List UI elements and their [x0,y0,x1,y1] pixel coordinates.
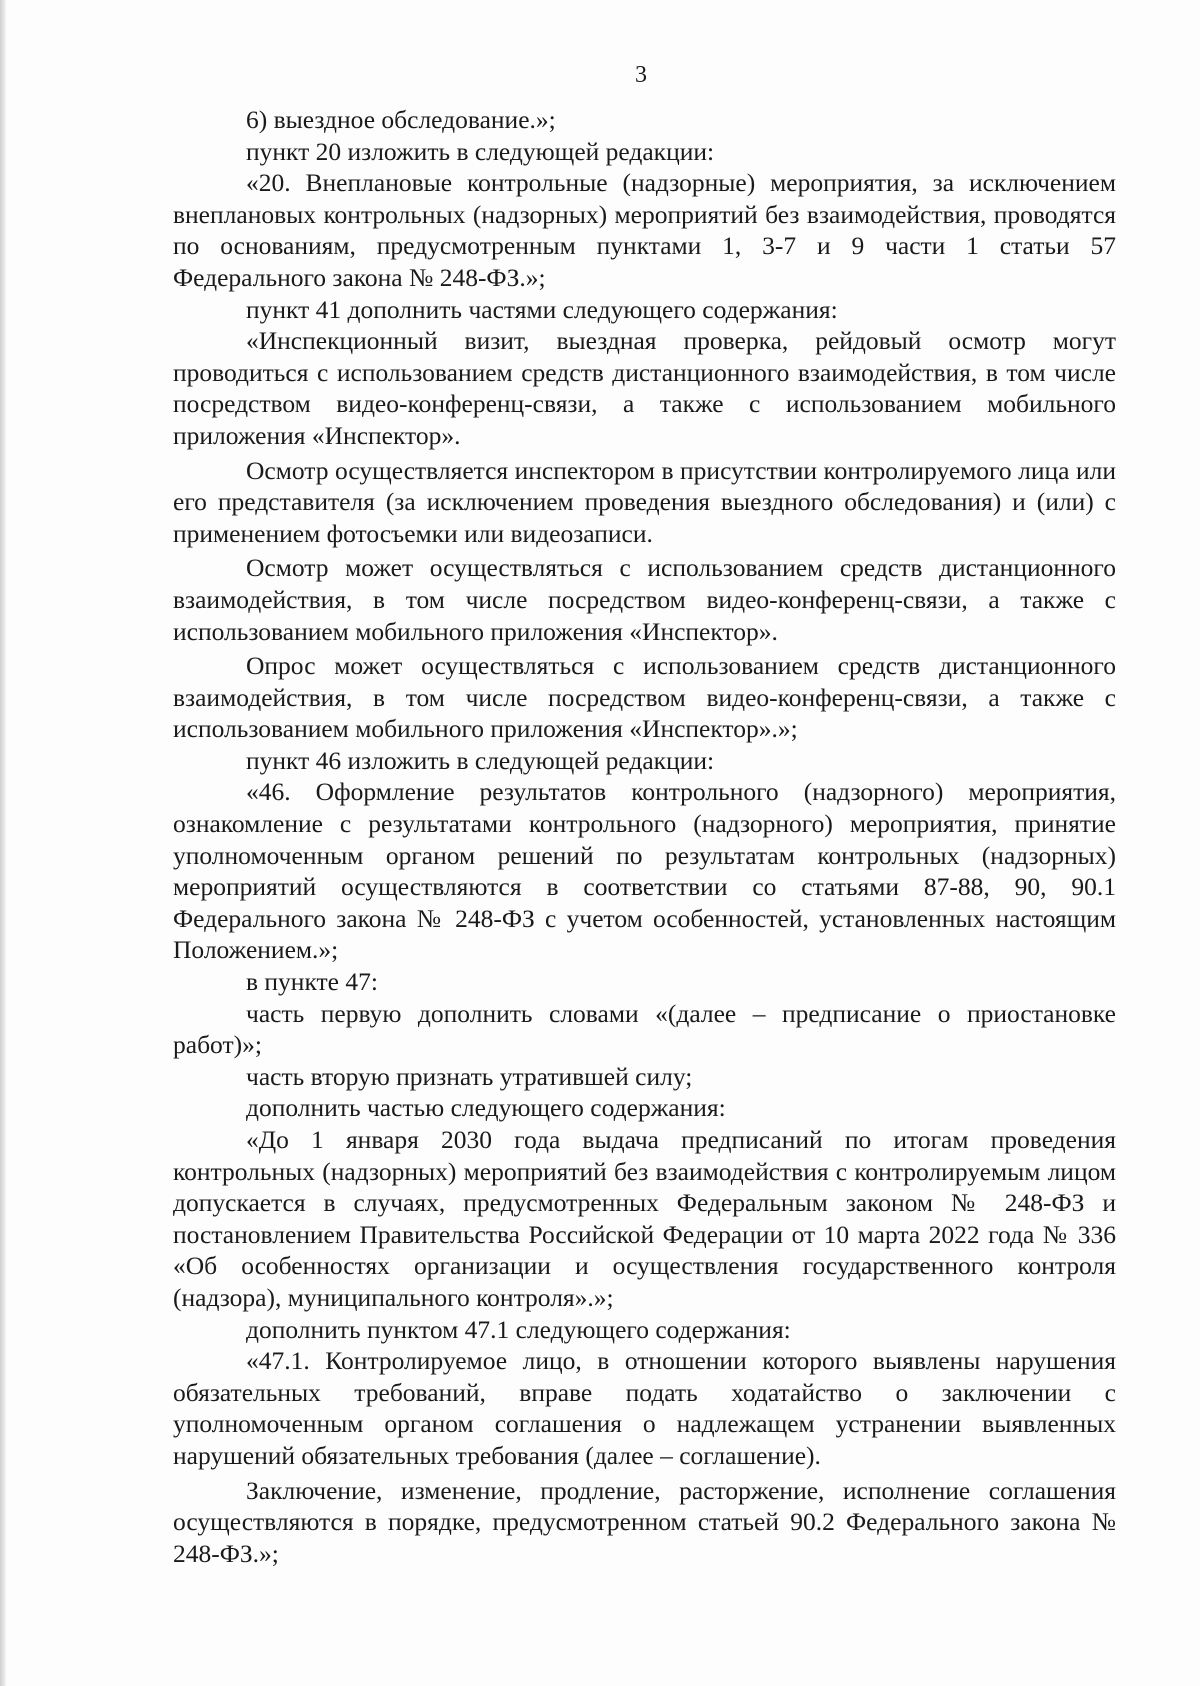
paragraph-4: пункт 41 дополнить частями следующего содержания: [246,294,838,324]
paragraph-9: пункт 46 изложить в следующей редакции: [246,745,715,775]
paragraph-15: «До 1 января 2030 года выдача предписаний по итогам проведения контрольных (надзорных) мероприятий без взаимодействия с контролируемым лицом допускается в случаях, предусмотренных Федеральным законом № 248-ФЗ и постановлением Правительства Российской Федерации от 10 марта 2022 года № 336 «Об особенностях организации и осуществления государственного контроля (надзора), муниципального контроля».»; [173,1125,1116,1312]
paragraph-7: Осмотр может осуществляться с использованием средств дистанционного взаимодействия, в том числе посредством видео-конференц-связи, а также с использованием мобильного приложения «Инспектор». [173,553,1116,646]
paragraph-14: дополнить частью следующего содержания: [246,1093,726,1123]
scan-edge [0,0,6,1686]
paragraph-5: «Инспекционный визит, выездная проверка, рейдовый осмотр могут проводиться с использованием средств дистанционного взаимодействия, в том числе посредством видео-конференц-связи, а также с использованием мобильного приложения «Инспектор». [173,326,1116,450]
paragraph-6: Осмотр осуществляется инспектором в присутствии контролируемого лица или его представителя (за исключением проведения выездного обследования) и (или) с применением фотосъемки или видеозаписи. [173,455,1116,548]
paragraph-3: «20. Внеплановые контрольные (надзорные) мероприятия, за исключением внеплановых контрольных (надзорных) мероприятий без взаимодействия, проводятся по основаниям, предусмотренным пунктами 1, 3-7 и 9 части 1 статьи 57 Федерального закона № 248-ФЗ.»; [173,168,1116,292]
paragraph-8: Опрос может осуществляться с использованием средств дистанционного взаимодействия, в том числе посредством видео-конференц-связи, а также с использованием мобильного приложения «Инспектор».»; [173,651,1116,744]
paragraph-13: часть вторую признать утратившей силу; [246,1061,693,1091]
paragraph-18: Заключение, изменение, продление, расторжение, исполнение соглашения осуществляются в порядке, предусмотренном статьей 90.2 Федерального закона № 248-ФЗ.»; [173,1475,1116,1568]
paragraph-1: 6) выездное обследование.»; [246,105,556,134]
paragraph-17: «47.1. Контролируемое лицо, в отношении которого выявлены нарушения обязательных требований, вправе подать ходатайство о заключении с уполномоченным органом соглашения о надлежащем устранении выявленных нарушений обязательных требования (далее – соглашение). [173,1346,1116,1470]
paragraph-2: пункт 20 изложить в следующей редакции: [246,136,715,166]
paragraph-16: дополнить пунктом 47.1 следующего содержания: [246,1314,791,1344]
paragraph-10: «46. Оформление результатов контрольного (надзорного) мероприятия, ознакомление с результатами контрольного (надзорного) мероприятия, принятие уполномоченным органом решений по результатам контрольных (надзорных) мероприятий осуществляются в соответствии со статьями 87-88, 90, 90.1 Федерального закона № 248-ФЗ с учетом особенностей, установленных настоящим Положением.»; [173,777,1116,965]
page-number: 3 [635,62,647,88]
paragraph-11: в пункте 47: [246,967,378,997]
paragraph-12: часть первую дополнить словами «(далее – предписание о приостановке работ)»; [173,998,1116,1060]
document-body [173,104,1116,1569]
